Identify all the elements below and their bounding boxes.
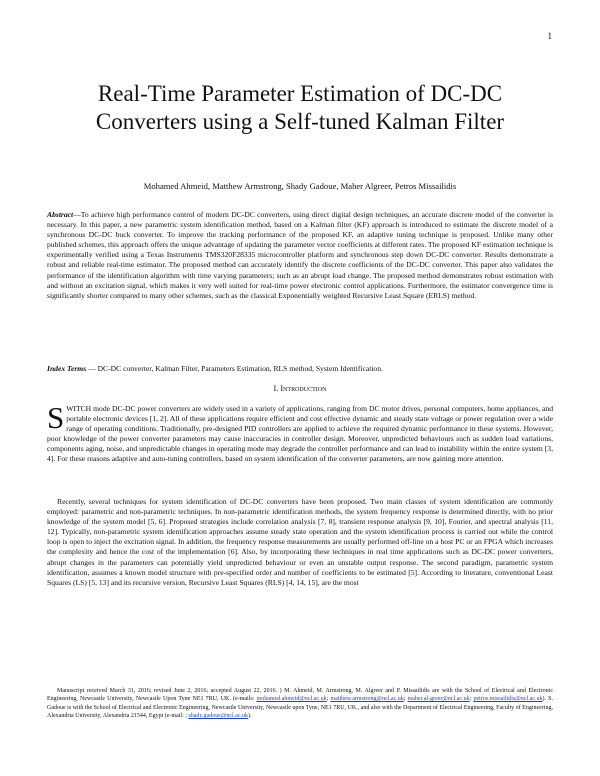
abstract-label: Abstract — [47, 210, 74, 219]
title-line-2: Converters using a Self-tuned Kalman Filter — [95, 109, 505, 134]
intro-paragraph-1-text: WITCH mode DC-DC power converters are widely used in a variety of applications, ranging from DC motor drives, personal computers, home appliances, and portable electronic devices [1, 2]. All of these applications require efficient and cost effective dynamic and steady state voltage or power regulation over a wide range of operating conditions. Traditionally, pre-designed PID controllers are applied to achieve the required dynamic performance in these systems. However, poor knowledge of the power converter parameters may cause inaccuracies in controller design. Moreover, unpredicted behaviours such as sudden load variations, components aging, noise, and unpredictable changes in operating mode may degrade the controller performance and can lead to instability within the entire system [3, 4]. For these reasons adaptive and auto-tuning controllers, based on system identification of the converter parameters, are now gaining more attention. — [47, 404, 553, 464]
section-number: I. — [273, 384, 279, 393]
intro-paragraph-2: Recently, several techniques for system identification of DC-DC converters have been proposed. Two main classes of system identification are commonly employed: parametric and non-parametric techniques. In non-parametric identification methods, the system frequency response is determined directly, with no prior knowledge of the system model [5, 6]. Proposed strategies include correlation analysis [7, 8], transient response analysis [9, 10], Fourier, and spectral analysis [11, 12]. Typically, non-parametric system identification approaches assume steady state operation and the system identification process is carried out while the control loop is open to inject the excitation signal. In addition, the frequency response measurements are usually performed off-line on a host PC or an FPGA which increases the complexity and hence the cost of the implementation [6]. Also, by incorporating these techniques in real time applications such as DC-DC power converters, abrupt changes in the parameters can potentially yield unpredicted behaviour or even an unstable output response. The second paradigm, parametric system identification, assumes a known model structure with pre-specified order and number of coefficients to be estimated [5]. According to literature, conventional Least Squares (LS) [5, 13] and its recursive version, Recursive Least Squares (RLS) [4, 14, 15], are the most — [47, 497, 553, 587]
index-terms-label: Index Terms — [47, 364, 87, 373]
abstract-text: —To achieve high performance control of modern DC-DC converters, using direct digital design techniques, an accurate discrete model of the converter is necessary. In this paper, a new parametric system identification method, based on a Kalman filter (KF) approach is introduced to estimate the discrete model of a synchronous DC-DC buck converter. To improve the tracking performance of the proposed KF, an adaptive tuning technique is proposed. Unlike many other published schemes, this approach offers the unique advantage of updating the parameter vector coefficients at different rates. The proposed KF estimation technique is experimentally verified using a Texas Instruments TMS320F28335 microcontroller platform and synchronous step down DC-DC converter. Results demonstrate a robust and reliable real-time estimator. The proposed method can accurately identify the discrete coefficients of the DC-DC converter. This paper also validates the performance of the identification algorithm with time varying parameters; such as an abrupt load change. The proposed method demonstrates robust estimation with and without an excitation signal, which makes it very well suited for real-time power electronic control applications. Furthermore, the estimator convergence time is significantly shorter compared to many other schemes, such as the classical Exponentially weighted Recursive Least Square (ERLS) method. — [47, 210, 553, 300]
section-heading — [47, 384, 553, 393]
email-link[interactable]: matthew.armstrong@ncl.ac.uk — [330, 696, 404, 703]
author-list: Mohamed Ahmeid, Matthew Armstrong, Shady Gadoue, Maher Algreer, Petros Missailidis — [143, 181, 457, 191]
footnote-sep: ; — [403, 696, 408, 703]
title-line-1: Real-Time Parameter Estimation of DC-DC — [97, 81, 503, 106]
index-terms-text: — DC-DC converter, Kalman Filter, Parameters Estimation, RLS method, System Identification. — [86, 364, 383, 373]
footnote-sep: ; — [326, 696, 331, 703]
section-title: Introduction — [280, 384, 327, 393]
intro-paragraph-1 — [47, 400, 553, 465]
email-link[interactable]: maher.al-greer@ncl.ac.uk — [407, 696, 470, 703]
email-link[interactable]: shady.gadoue@ncl.ac.uk — [188, 713, 249, 720]
email-link[interactable]: petros.missailidis@ncl.ac.uk — [473, 696, 543, 703]
footnote-text-2: ). S. Gadoue is with the School of Electrical and Electronic Engineering, Newcastle University, Newcastle upon Tyne, NE1 7RU, UK., and also with the Department of Electrical Engineering, Faculty of Engineering, Alexandria University, Alexandria 21544, Egypt (e-mail: ; — [47, 696, 553, 720]
index-terms — [47, 364, 553, 373]
paper-title — [60, 80, 540, 136]
email-link[interactable]: mohamed.ahmeid@ncl.ac.uk — [256, 696, 327, 703]
abstract — [47, 210, 553, 301]
footnote — [47, 687, 553, 721]
footnote-sep: ; — [469, 696, 474, 703]
footnote-text-3: ). — [248, 713, 252, 720]
footnote-text-1: Manuscript received March 31, 2016; revised June 2, 2016; accepted August 22, 2016. ) M. Ahmeid, M. Armstrong, M. Algreer and P. Missailidis are with the School of Electrical and Electronic Engineering, Newcastle University, Newcastle Upon Tyne NE1 7RU, UK. (e-mails: — [47, 688, 553, 703]
page-number: 1 — [547, 31, 552, 41]
drop-cap: S — [47, 400, 65, 435]
